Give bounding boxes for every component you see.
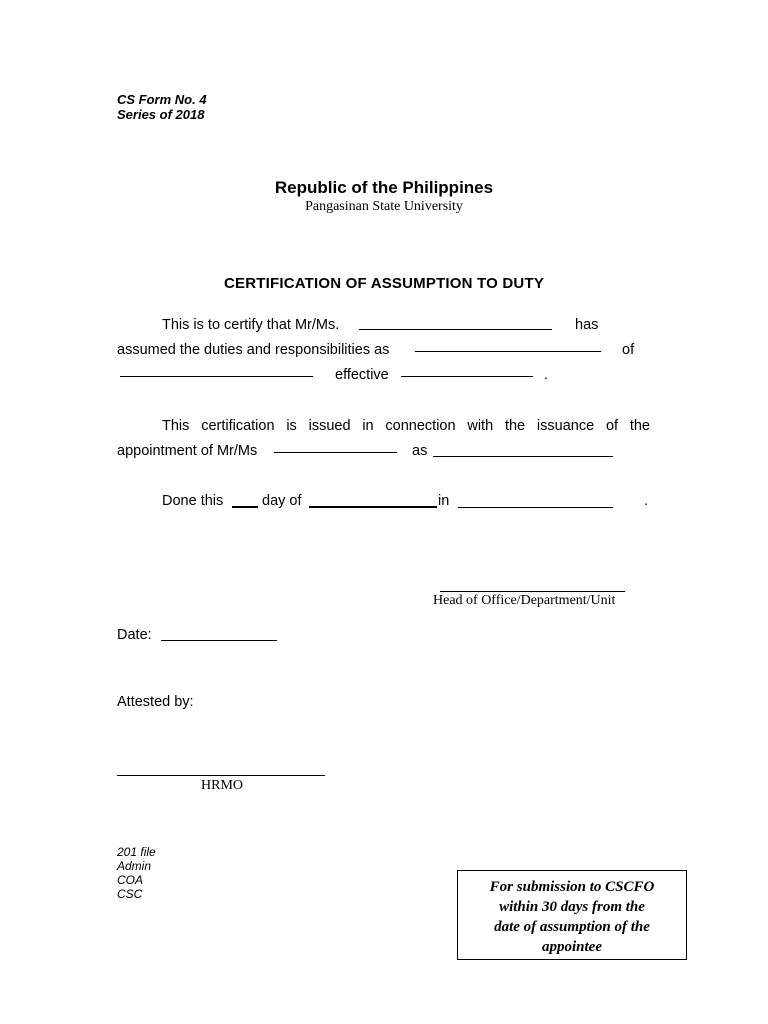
head-signature-line[interactable] bbox=[440, 591, 625, 592]
submission-note-line: date of assumption of the bbox=[494, 919, 650, 935]
p1-line3-period: . bbox=[544, 367, 549, 383]
p1-line3-effective: effective bbox=[335, 367, 389, 383]
submission-note-box bbox=[457, 870, 687, 960]
p2-line2-as: as bbox=[412, 443, 428, 459]
p1-line1-end: has bbox=[575, 317, 599, 333]
done-period: . bbox=[644, 493, 649, 509]
day-of-label: day of bbox=[262, 493, 302, 509]
copy-item: 201 file bbox=[117, 845, 156, 859]
appointment-position-blank[interactable] bbox=[433, 456, 613, 457]
hrmo-label: HRMO bbox=[201, 778, 244, 793]
name-blank[interactable] bbox=[359, 329, 552, 330]
copy-item: COA bbox=[117, 873, 144, 887]
appointee-blank[interactable] bbox=[274, 452, 397, 453]
date-blank[interactable] bbox=[161, 640, 277, 641]
submission-note-line: within 30 days from the bbox=[499, 899, 645, 915]
copy-distribution-list bbox=[117, 845, 156, 901]
done-this-label: Done this bbox=[162, 493, 224, 509]
p2-line1: This certification is issued in connection with the issuance of the bbox=[162, 418, 650, 434]
form-number-block bbox=[117, 92, 207, 122]
in-label: in bbox=[438, 493, 450, 509]
republic-title: Republic of the Philippines bbox=[274, 178, 494, 197]
p2-line2-start: appointment of Mr/Ms bbox=[117, 443, 258, 459]
form-series: Series of 2018 bbox=[117, 107, 205, 122]
form-number: CS Form No. 4 bbox=[117, 92, 207, 107]
p1-line2-start: assumed the duties and responsibilities as bbox=[117, 342, 390, 358]
university-name: Pangasinan State University bbox=[305, 199, 463, 214]
submission-note-line: appointee bbox=[542, 939, 602, 955]
effective-date-blank[interactable] bbox=[401, 376, 533, 377]
submission-note-line: For submission to CSCFO bbox=[489, 879, 655, 895]
office-blank[interactable] bbox=[120, 376, 313, 377]
copy-item: Admin bbox=[117, 859, 152, 873]
p1-line2-end: of bbox=[622, 342, 635, 358]
date-label: Date: bbox=[117, 627, 152, 643]
hrmo-signature-line[interactable] bbox=[117, 775, 325, 776]
day-blank[interactable] bbox=[232, 506, 258, 508]
place-blank[interactable] bbox=[458, 507, 613, 508]
head-signature-label: Head of Office/Department/Unit bbox=[433, 593, 616, 608]
p1-line1-start: This is to certify that Mr/Ms. bbox=[162, 317, 340, 333]
attested-by-label: Attested by: bbox=[117, 694, 194, 710]
document-title: CERTIFICATION OF ASSUMPTION TO DUTY bbox=[223, 275, 545, 292]
copy-item: CSC bbox=[117, 887, 143, 901]
month-blank[interactable] bbox=[309, 506, 437, 508]
position-blank[interactable] bbox=[415, 351, 601, 352]
